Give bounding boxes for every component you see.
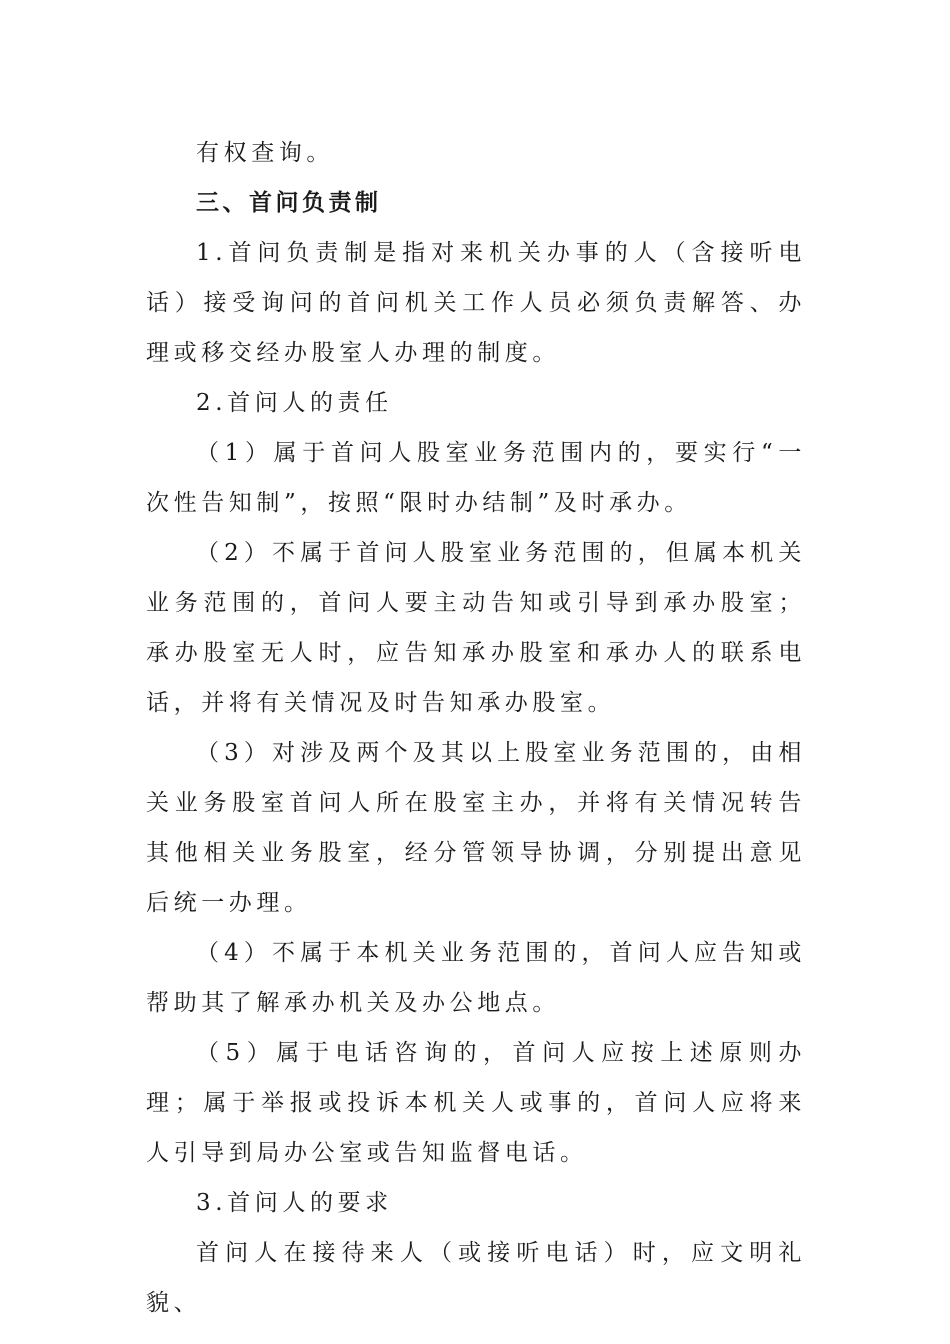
paragraph-continuation: 有权查询。 [196,140,334,166]
list-item-5: （5）属于电话咨询的，首问人应按上述原则办理；属于举报或投诉本机关人或事的，首问人应将来人引导到局办公室或告知监督电话。 [146,1040,806,1166]
document-body [146,128,806,1328]
list-item-2: （2）不属于首问人股室业务范围的，但属本机关业务范围的，首问人要主动告知或引导到承办股室；承办股室无人时，应告知承办股室和承办人的联系电话，并将有关情况及时告知承办股室。 [146,540,806,716]
list-item-4: （4）不属于本机关业务范围的，首问人应告知或帮助其了解承办机关及办公地点。 [146,940,806,1016]
section-heading: 三、首问负责制 [196,190,382,216]
paragraph-requirements: 首问人在接待来人（或接听电话）时，应文明礼貌、 [146,1240,806,1316]
list-item-3: （3）对涉及两个及其以上股室业务范围的，由相关业务股室首问人所在股室主办，并将有关情况转告其他相关业务股室，经分管领导协调，分别提出意见后统一办理。 [146,740,806,916]
subheading-requirements: 3.首问人的要求 [196,1190,393,1216]
paragraph-definition: 1.首问负责制是指对来机关办事的人（含接听电话）接受询问的首问机关工作人员必须负责解答、办理或移交经办股室人办理的制度。 [146,240,806,366]
list-item-1: （1）属于首问人股室业务范围内的，要实行“一次性告知制”，按照“限时办结制”及时承办。 [146,440,806,516]
subheading-responsibility: 2.首问人的责任 [196,390,393,416]
